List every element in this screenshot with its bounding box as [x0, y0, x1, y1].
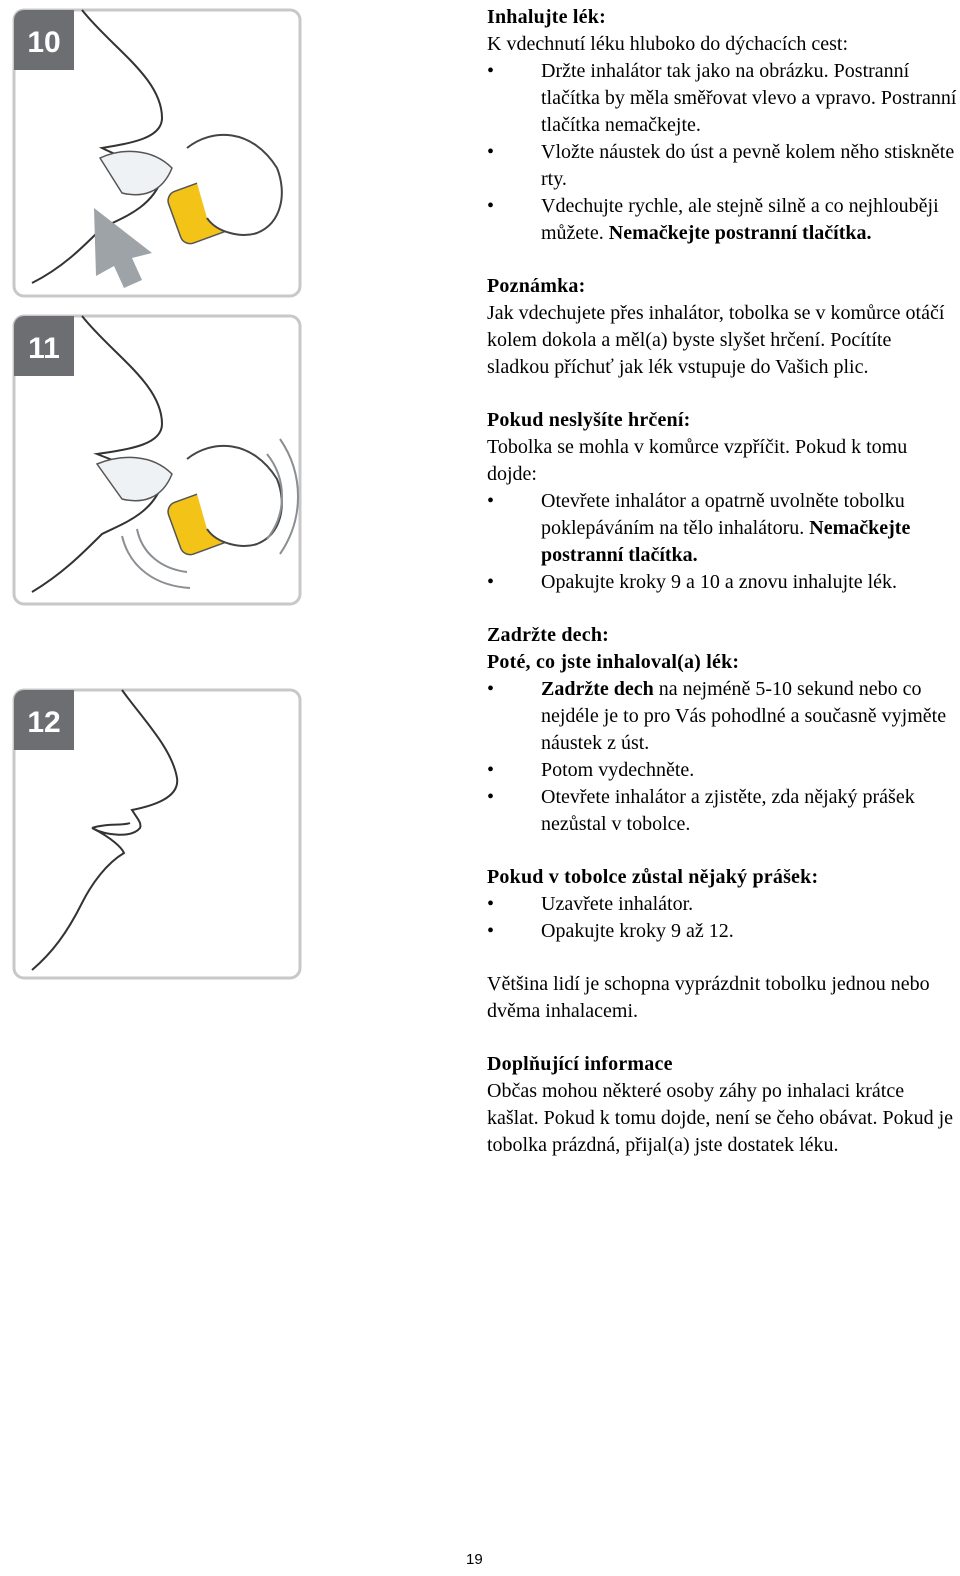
list-item: • Vložte náustek do úst a pevně kolem něho stiskněte rty. — [487, 139, 957, 193]
no-sound-heading: Pokud neslyšíte hrčení: — [487, 409, 691, 431]
most-people-text: Většina lidí je schopna vyprázdnit tobolku jednou nebo dvěma inhalacemi. — [487, 973, 930, 1022]
warning-text: Nemačkejte postranní tlačítka. — [541, 517, 911, 566]
hold-list — [487, 676, 957, 838]
step-11-illustration — [12, 314, 302, 606]
extra-info-text: Občas mohou některé osoby záhy po inhalaci krátce kašlat. Pokud k tomu dojde, není se čeho obávat. Pokud je tobolka prázdná, přijal(a) jste dostatek léku. — [487, 1080, 954, 1156]
list-item — [487, 676, 957, 757]
emphasis-text: Zadržte dech — [541, 678, 654, 700]
inhale-heading: Inhalujte lék: — [487, 6, 606, 28]
powder-left-heading: Pokud v tobolce zůstal nějaký prášek: — [487, 866, 819, 888]
step-number: 12 — [27, 706, 61, 739]
powder-left-list — [487, 891, 957, 945]
step-12-illustration — [12, 688, 302, 980]
hold-subheading: Poté, co jste inhaloval(a) lék: — [487, 651, 740, 673]
step-number: 10 — [27, 26, 61, 59]
note-heading: Poznámka: — [487, 275, 586, 297]
warning-text: Nemačkejte postranní tlačítka. — [608, 222, 872, 244]
page-number: 19 — [466, 1551, 483, 1568]
note-line: Pocítíte sladkou příchuť jak lék vstupuje do Vašich plic. — [487, 329, 892, 378]
step-number: 11 — [28, 332, 60, 365]
inhale-list — [487, 58, 957, 247]
list-item — [487, 193, 957, 247]
list-item-text: Vdechujte rychle, ale stejně silně a co nejhlouběji můžete. — [541, 195, 939, 244]
hold-heading: Zadržte dech: — [487, 624, 610, 646]
list-item: • Opakujte kroky 9 až 12. — [487, 918, 957, 945]
step-10-illustration — [12, 8, 302, 298]
list-item-text: na nejméně 5-10 sekund nebo co nejdéle je to pro Vás pohodlné a současně vyjměte náustek z úst. — [541, 678, 947, 754]
note-line: Jak vdechujete přes inhalátor, tobolka se v komůrce otáčí kolem dokola a měl(a) byste slyšet hrčení. — [487, 302, 945, 351]
instructions-column — [487, 4, 957, 1159]
note-text — [487, 300, 957, 381]
extra-info-heading: Doplňující informace — [487, 1053, 673, 1075]
list-item: • Potom vydechněte. — [487, 757, 957, 784]
inhale-intro: K vdechnutí léku hluboko do dýchacích cest: — [487, 33, 849, 55]
list-item: • Uzavřete inhalátor. — [487, 891, 957, 918]
list-item: • Držte inhalátor tak jako na obrázku. Postranní tlačítka by měla směřovat vlevo a vpravo. Postranní tlačítka nemačkejte. — [487, 58, 957, 139]
list-item: • Otevřete inhalátor a zjistěte, zda nějaký prášek nezůstal v tobolce. — [487, 784, 957, 838]
no-sound-list — [487, 488, 957, 596]
list-item — [487, 488, 957, 569]
list-item-text: Otevřete inhalátor a opatrně uvolněte tobolku poklepáváním na tělo inhalátoru. — [541, 490, 905, 539]
list-item: • Opakujte kroky 9 a 10 a znovu inhalujte lék. — [487, 569, 957, 596]
no-sound-intro: Tobolka se mohla v komůrce vzpříčit. Pokud k tomu dojde: — [487, 436, 908, 485]
